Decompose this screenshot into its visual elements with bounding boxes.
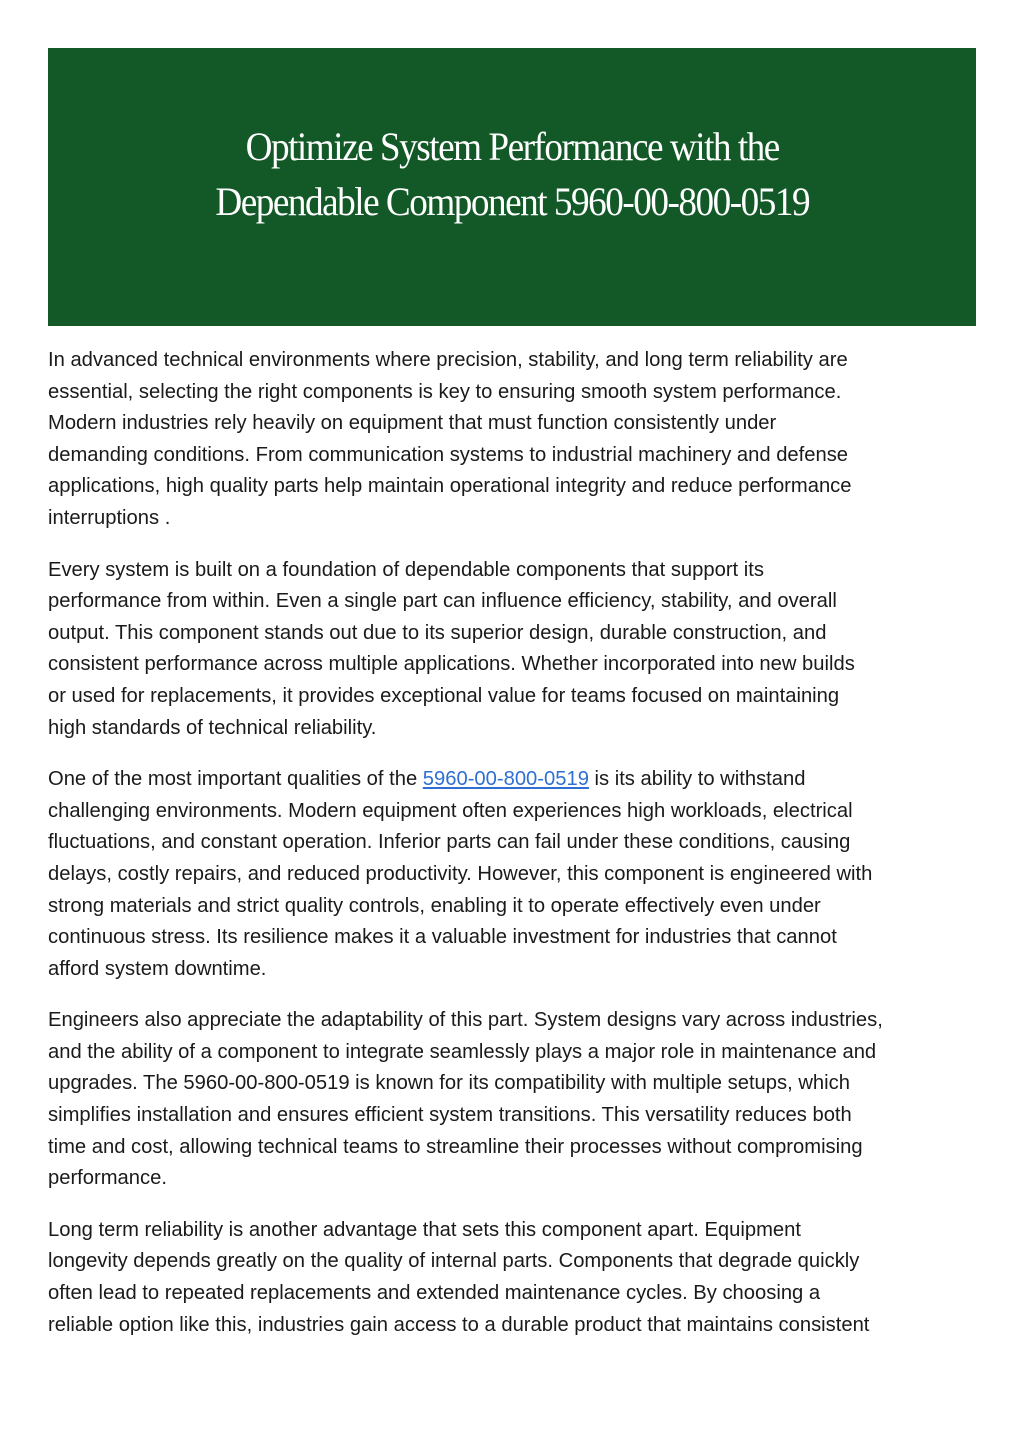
paragraph-durability bbox=[48, 764, 988, 985]
text-line: interruptions . bbox=[48, 506, 171, 529]
title-line: Dependable Component 5960-00-800-0519 bbox=[215, 179, 809, 224]
text-line: essential, selecting the right components is key to ensuring smooth system performance. bbox=[48, 380, 842, 403]
text-line: reliable option like this, industries gain access to a durable product that maintains consistent bbox=[48, 1313, 870, 1336]
text-line: performance from within. Even a single part can influence efficiency, stability, and overall bbox=[48, 590, 837, 613]
paragraph-longevity bbox=[48, 1215, 988, 1341]
text-line: upgrades. The 5960-00-800-0519 is known for its compatibility with multiple setups, which bbox=[48, 1072, 850, 1095]
text-line: consistent performance across multiple applications. Whether incorporated into new builds bbox=[48, 653, 855, 676]
text-line: continuous stress. Its resilience makes it a valuable investment for industries that cannot bbox=[48, 926, 837, 949]
page-title bbox=[215, 48, 809, 229]
text-line: strong materials and strict quality controls, enabling it to operate effectively even under bbox=[48, 894, 821, 917]
text-line: delays, costly repairs, and reduced productivity. However, this component is engineered with bbox=[48, 862, 873, 885]
text-line: challenging environments. Modern equipment often experiences high workloads, electrical bbox=[48, 799, 853, 822]
paragraph-intro bbox=[48, 345, 988, 535]
article-body bbox=[48, 345, 988, 1361]
paragraph-adaptability bbox=[48, 1005, 988, 1195]
text-line: demanding conditions. From communication systems to industrial machinery and defense bbox=[48, 443, 849, 466]
text-line: often lead to repeated replacements and extended maintenance cycles. By choosing a bbox=[48, 1282, 821, 1305]
title-banner bbox=[48, 48, 976, 326]
text-line: afford system downtime. bbox=[48, 957, 267, 980]
text-line: time and cost, allowing technical teams to streamline their processes without compromising bbox=[48, 1135, 863, 1158]
text-line: applications, high quality parts help maintain operational integrity and reduce performance bbox=[48, 475, 852, 498]
text-line: simplifies installation and ensures efficient system transitions. This versatility reduces both bbox=[48, 1104, 852, 1127]
part-number-link[interactable]: 5960-00-800-0519 bbox=[422, 768, 589, 791]
text-line: Engineers also appreciate the adaptability of this part. System designs vary across industries, bbox=[48, 1009, 883, 1032]
text-line: output. This component stands out due to its superior design, durable construction, and bbox=[48, 621, 827, 644]
text-line: Every system is built on a foundation of dependable components that support its bbox=[48, 558, 764, 581]
text-line: Modern industries rely heavily on equipment that must function consistently under bbox=[48, 412, 777, 435]
text-fragment: is its ability to withstand bbox=[588, 768, 806, 791]
paragraph-foundation bbox=[48, 555, 988, 745]
text-line: or used for replacements, it provides exceptional value for teams focused on maintaining bbox=[48, 684, 840, 707]
text-line: and the ability of a component to integrate seamlessly plays a major role in maintenance and bbox=[48, 1040, 877, 1063]
text-line bbox=[48, 764, 988, 796]
text-line: Long term reliability is another advantage that sets this component apart. Equipment bbox=[48, 1218, 801, 1241]
text-fragment: One of the most important qualities of the bbox=[48, 768, 423, 791]
title-line: Optimize System Performance with the bbox=[245, 124, 779, 169]
text-line: longevity depends greatly on the quality of internal parts. Components that degrade quickly bbox=[48, 1250, 860, 1273]
text-line: performance. bbox=[48, 1167, 167, 1190]
text-line: high standards of technical reliability. bbox=[48, 716, 377, 739]
text-line: fluctuations, and constant operation. Inferior parts can fail under these conditions, causing bbox=[48, 831, 851, 854]
text-line: In advanced technical environments where precision, stability, and long term reliability are bbox=[48, 349, 848, 371]
